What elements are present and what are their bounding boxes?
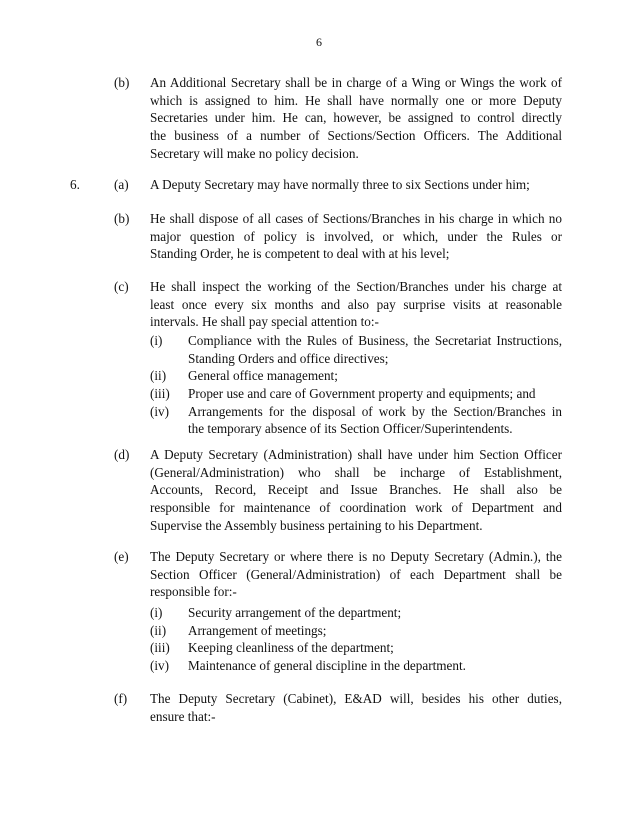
item-label: (iii) [150,386,170,402]
clause-label: (f) [114,691,128,706]
text-line: Accounts, Record, Receipt and Issue Branches. He shall also be [150,482,562,498]
clause-text [150,446,562,535]
text-line: major question of policy is involved, or which, under the Rules or [150,228,562,244]
item-label: (iv) [150,658,170,674]
item-text [188,367,562,385]
text-line: General office management; [188,368,338,384]
list-item [150,332,562,350]
text-line: He shall inspect the working of the Section/Branches under his charge at [150,279,562,294]
clause-label: (c) [114,279,129,294]
text-line: least once every six months and also pay surprise visits at reasonable [150,296,562,312]
text-line: A Deputy Secretary (Administration) shall have under him Section Officer [150,447,562,462]
item-label: (i) [150,605,163,620]
list-item [150,639,562,657]
text-line: Supervise the Assembly business pertaining to his Department. [150,517,483,533]
text-line: which is assigned to him. He shall have normally one or more Deputy [150,92,562,108]
clause-text [150,74,562,163]
clause-text [150,548,562,601]
item-label: (ii) [150,368,167,384]
item-text [188,657,562,675]
item-text [188,332,562,350]
item-label: (ii) [150,622,167,638]
page-number: 6 [316,35,322,49]
text-line: Maintenance of general discipline in the department. [188,658,466,674]
text-line: the temporary absence of its Section Officer/Superintendents. [188,421,513,437]
text-line: An Additional Secretary shall be in charge of a Wing or Wings the work of [150,75,562,90]
clause-label: (b) [114,75,130,90]
clause-text [150,210,562,263]
text-line: Section Officer (General/Administration) of each Department shall be [150,566,562,582]
section-number: 6. [70,177,80,192]
item-label: (i) [150,333,163,348]
text-line: The Deputy Secretary (Cabinet), E&AD will, besides his other duties, [150,691,562,706]
item-label: (iv) [150,403,170,419]
text-line: Compliance with the Rules of Business, the Secretariat Instructions, [188,333,562,348]
text-line: Arrangements for the disposal of work by the Section/Branches in [188,403,562,419]
clause-text [150,278,562,331]
text-line: The Deputy Secretary or where there is no Deputy Secretary (Admin.), the [150,549,562,564]
text-line: responsible for maintenance of coordination work of Department and [150,500,562,516]
text-line: Proper use and care of Government property and equipments; and [188,386,536,402]
text-line: He shall dispose of all cases of Sections/Branches in his charge in which no [150,211,562,226]
clause-label: (d) [114,447,130,462]
text-line: Keeping cleanliness of the department; [188,640,394,656]
text-line: Secretary will make no policy decision. [150,145,359,161]
clause-c-sublist [150,332,562,438]
item-text [188,604,562,622]
clause-label: (b) [114,211,130,226]
clause-label: (a) [114,177,129,192]
text-line: the business of a number of Sections/Section Officers. The Additional [150,128,562,144]
item-label: (iii) [150,640,170,656]
list-item [150,657,562,675]
list-item-continued [150,350,562,368]
list-item [150,403,562,421]
clause-label: (e) [114,549,129,564]
list-item [150,385,562,403]
item-text [188,385,562,403]
text-line: Standing Order, he is competent to deal with at his level; [150,246,450,262]
list-item [150,604,562,622]
list-item [150,367,562,385]
item-text [188,622,562,640]
text-line: ensure that:- [150,708,216,724]
clause-text [150,690,562,725]
text-line: Security arrangement of the department; [188,605,402,620]
text-line: responsible for:- [150,584,237,600]
item-text [188,420,562,438]
text-line: Secretaries under him. He can, however, be assigned to control directly [150,110,562,126]
clause-text [150,176,562,194]
text-line: A Deputy Secretary may have normally three to six Sections under him; [150,177,530,192]
text-line: Arrangement of meetings; [188,622,327,638]
item-text [188,403,562,421]
text-line: (General/Administration) who shall be incharge of Establishment, [150,464,562,480]
list-item [150,622,562,640]
item-text [188,639,562,657]
text-line: Standing Orders and office directives; [188,350,389,366]
item-text [188,350,562,368]
clause-e-sublist [150,604,562,675]
list-item-continued [150,420,562,438]
text-line: intervals. He shall pay special attention to:- [150,314,379,330]
